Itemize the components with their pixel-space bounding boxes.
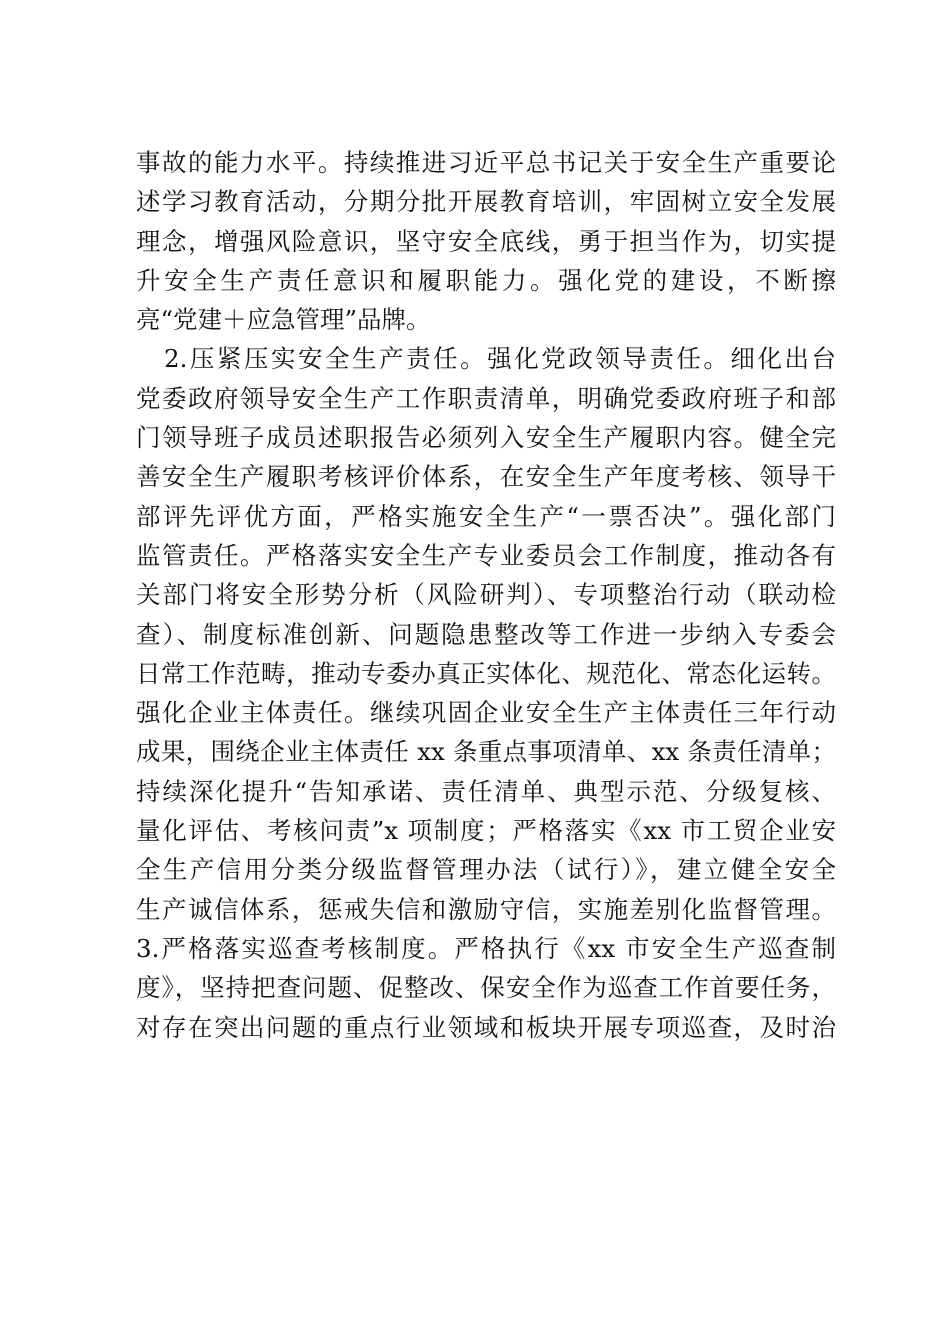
text-line: 成果，围绕企业主体责任 xx 条重点事项清单、xx 条责任清单； (136, 737, 836, 767)
text-line: 强化企业主体责任。继续巩固企业安全生产主体责任三年行动 (136, 698, 836, 728)
text-line: 2.压紧压实安全生产责任。强化党政领导责任。细化出台 (164, 344, 836, 374)
text-line: 度》，坚持把查问题、促整改、保安全作为巡查工作首要任务， (136, 973, 836, 1003)
text-line: 亮“党建＋应急管理”品牌。 (136, 305, 431, 335)
text-line: 升安全生产责任意识和履职能力。强化党的建设，不断擦 (136, 265, 836, 295)
text-line: 门领导班子成员述职报告必须列入安全生产履职内容。健全完 (136, 423, 836, 453)
text-line: 3.严格落实巡查考核制度。严格执行《xx 市安全生产巡查制 (136, 933, 836, 963)
text-line: 事故的能力水平。持续推进习近平总书记关于安全生产重要论 (136, 148, 836, 177)
body-text (136, 143, 836, 1047)
text-line: 监管责任。严格落实安全生产专业委员会工作制度，推动各有 (136, 540, 836, 570)
text-line: 党委政府领导安全生产工作职责清单，明确党委政府班子和部 (136, 383, 836, 413)
text-line: 述学习教育活动，分期分批开展教育培训，牢固树立安全发展 (136, 187, 836, 217)
text-line: 善安全生产履职考核评价体系，在安全生产年度考核、领导干 (136, 462, 836, 492)
text-line: 对存在突出问题的重点行业领域和板块开展专项巡查，及时治 (136, 1012, 836, 1042)
text-line: 生产诚信体系，惩戒失信和激励守信，实施差别化监督管理。 (136, 894, 836, 924)
text-line: 量化评估、考核问责”x 项制度；严格落实《xx 市工贸企业安 (136, 816, 836, 846)
text-line: 部评先评优方面，严格实施安全生产“一票否决”。强化部门 (136, 501, 836, 531)
text-line: 持续深化提升“告知承诺、责任清单、典型示范、分级复核、 (136, 776, 836, 806)
text-line: 关部门将安全形势分析（风险研判）、专项整治行动（联动检 (136, 580, 836, 610)
text-line: 全生产信用分类分级监督管理办法（试行）》，建立健全安全 (136, 855, 836, 885)
text-line: 查）、制度标准创新、问题隐患整改等工作进一步纳入专委会 (136, 619, 836, 649)
text-line: 日常工作范畴，推动专委办真正实体化、规范化、常态化运转。 (136, 658, 836, 688)
text-line: 理念，增强风险意识，坚守安全底线，勇于担当作为，切实提 (136, 226, 836, 256)
